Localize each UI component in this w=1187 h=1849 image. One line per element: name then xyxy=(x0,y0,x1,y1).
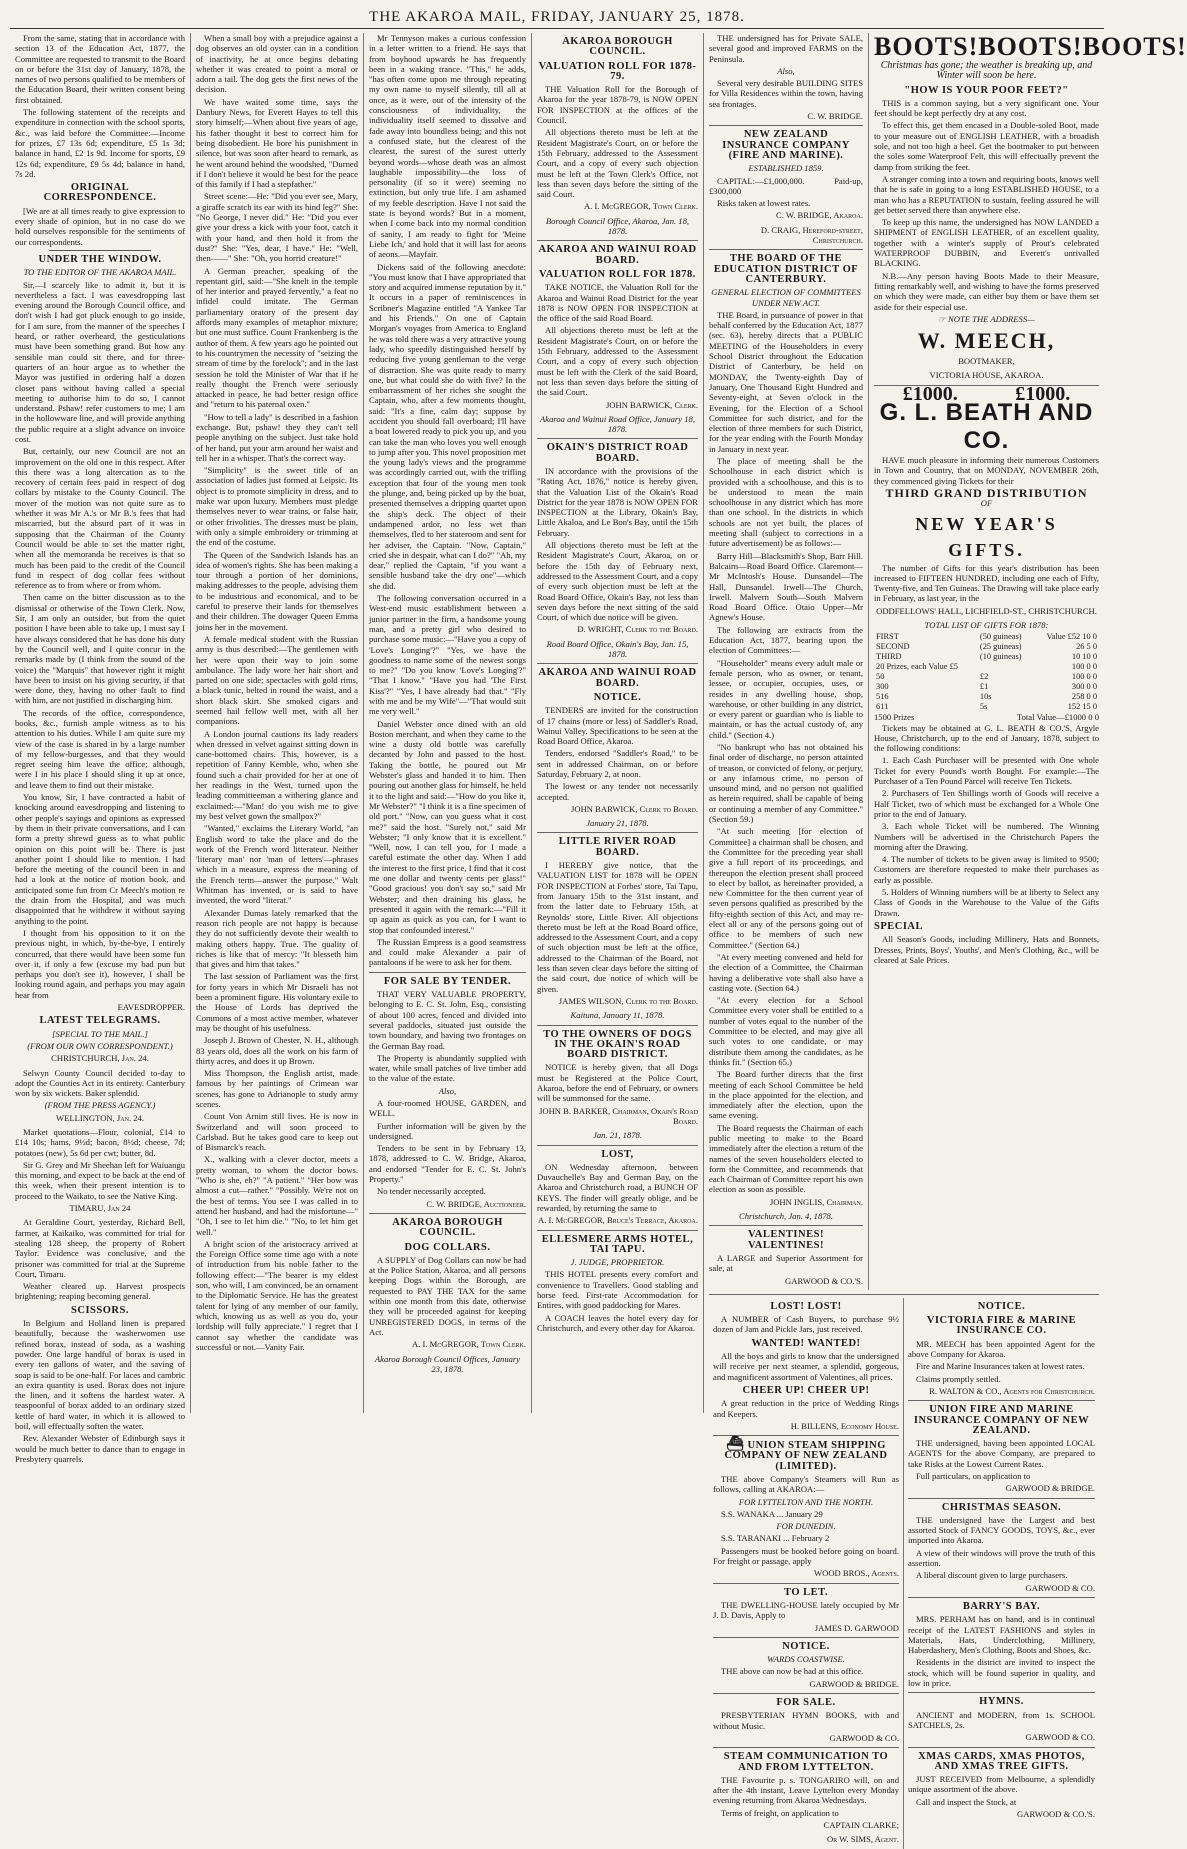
paragraph: The following statement of the receipts and expenditure in connection with the school sports, &c., was laid before the Committee:—Income for prizes, £7 13s 6d; expenditure, £5 1s 3d; balance in hand, £2 1s 9d. Income for sports, £9 12s 6d; expenditure, £9 5s 4d; balance in hand, 7s 2d. xyxy=(15,107,185,179)
paragraph: A female medical student with the Russian army is thus described:—The gentlemen with her were upon their way to join some ambulance. The lady wore her hair short and parted on one side; spectacles with gold rims, a black tunic, belted in round the waist, and a short black skirt. She smoked cigars and seemed hail fellow well met, with all her companions. xyxy=(196,633,358,727)
divider xyxy=(537,1145,698,1146)
ad-subheading: FOR LYTTELTON AND THE NORTH. xyxy=(738,1496,874,1507)
column-5-bottom xyxy=(709,1298,1099,1849)
bottom-left xyxy=(709,1298,904,1849)
ad-heading: LOST, xyxy=(601,1148,634,1160)
prize-banner xyxy=(874,382,1099,405)
ad-heading: LOST! LOST! xyxy=(770,1300,842,1312)
gift-cell: 258 0 0 xyxy=(1071,692,1097,702)
ad-text: 5. Holders of Winning numbers will be at liberty to Select any Class of Goods in the Warehouse to the Value of the Gifts Drawn. xyxy=(874,887,1099,918)
dateline: TIMARU, Jan 24 xyxy=(69,1203,131,1214)
ad-heading: AKAROA AND WAINUI ROAD BOARD. xyxy=(538,667,697,689)
subheading: (FROM THE PRESS AGENCY.) xyxy=(44,1100,156,1111)
ad-text: Also, xyxy=(777,65,795,76)
paragraph: Alexander Dumas lately remarked that the reason rich people are not happy is because they do not sufficiently devote their wealth to making others happy. True. The quality of riches is like that of mercy: "It blesseth him that gives and him that takes." xyxy=(196,907,358,970)
paragraph: Sir,—I scarcely like to admit it, but it is nevertheless a fact. I was eavesdropping last evening around the Borough Council office, and don't wish I had got pluck enough to go inside, for I am sure, from the manner of the speeches I heard, or rather overheard, the gesticulations must have been something grand. But how any sensible man could sit there, and for three-quarters of an hour argue as to whether the Mayor was justified in ordering half a dozen closet pans without having called a special meeting to authorise him to do so, I cannot understand. Pshaw! refer customers to me; I am in the hollowware line, and will provide anything the public require at a slight advance on invoice cost. xyxy=(15,279,185,444)
gift-cell: £2 xyxy=(979,672,989,682)
ad-text: 2. Purchasers of Ten Shillings worth of Goods will receive a Half Ticket, two of which must be exchanged for a Whole One prior to the end of January. xyxy=(874,788,1099,819)
ad-text: TENDERS are invited for the construction of 17 chains (more or less) of Saddler's Road, Wainui Valley. Specifications to be seen at the Road Board Office, Akaroa. xyxy=(537,705,698,747)
ad-text: The Board requests the Chairman of each public meeting to make to the Board immediately after the election a return of the names of the seven householders elected to form the Committee, and recommends that each Chairman of Committee report his own election as soon as possible. xyxy=(709,1122,863,1195)
ad-text: ON Wednesday afternoon, between Duvauchelle's Bay and German Bay, on the Akaroa and Christchurch road, a BUNCH OF KEYS. The finder will greatly oblige, and be rewarded, by returning the same to xyxy=(537,1161,698,1213)
ad-text: THE undersigned, having been appointed LOCAL AGENTS for the above Company, are prepared to take Risks at the Lowest Current Rates. xyxy=(908,1438,1095,1469)
ad-text: THE DWELLING-HOUSE lately occupied by Mr J. D. Davis, Apply to xyxy=(713,1599,899,1621)
gift-list-heading: TOTAL LIST OF GIFTS FOR 1878: xyxy=(924,619,1049,630)
signature: GARWOOD & BRIDGE. xyxy=(1005,1483,1095,1494)
ad-text: Terms of freight, on application to xyxy=(721,1807,839,1818)
merchant-name: W. MEECH, xyxy=(917,328,1056,354)
paragraph: From the same, stating that in accordance with section 13 of the Education Act, 1877, the Committee are requested to transmit to the Board on or before the 31st day of January, 1878, the names of two persons qualified to be members of the Education Board, their written consent being first obtained. xyxy=(15,33,185,105)
signature: A. I. McGREGOR, Town Clerk. xyxy=(583,201,698,212)
ad-text: Tickets may be obtained at G. L. BEATH & CO.'S, Argyle House, Christchurch, up to the end of January, 1878, subject to the following conditions: xyxy=(874,722,1099,754)
gift-row xyxy=(874,682,1099,692)
ad-heading: AKAROA AND WAINUI ROAD BOARD. xyxy=(538,244,697,266)
paragraph: Count Von Arnim still lives. He is now in Switzerland and will soon proceed to Carlsbad. But he takes good care to keep out of Bismarck's reach. xyxy=(196,1111,358,1153)
ad-text: Fire and Marine Insurances taken at lowest rates. xyxy=(916,1361,1085,1372)
signature: C. W. BRIDGE. xyxy=(807,111,863,122)
gift-cell: 10 10 0 xyxy=(1071,652,1097,662)
paragraph: The Russian Empress is a good seamstress and could make Alexander a pair of pantaloons if he were to ask her for them. xyxy=(369,936,526,968)
paragraph: "Simplicity" is the sweet title of an association of ladies just formed at Leipsic. Its object is to promote simplicity in dress, and to make war upon luxury. Members must pledge themselves never to wear trains, or false hair, or other frivolities. The dresses must be plain, with only a simple embroidery or trimming at the end of the costume. xyxy=(196,465,358,548)
gift-cell: (10 guineas) xyxy=(979,652,1022,662)
ad-heading: NOTICE. xyxy=(593,691,642,703)
gift-total xyxy=(874,712,1099,722)
ad-text: 1. Each Cash Purchaser will be presented with One whole Ticket for every Pound's worth Bought. For example:—The Purchaser of a Ten Pound Parcel will receive Ten Tickets. xyxy=(874,755,1099,787)
ad-heading: WANTED! WANTED! xyxy=(751,1337,861,1349)
paragraph: Selwyn County Council decided to-day to adopt the Counties Act in its entirety. Canterbury won by six wickets. Baker splendid. xyxy=(15,1067,185,1099)
divider xyxy=(908,1498,1095,1499)
ad-text: THAT VERY VALUABLE PROPERTY, belonging to E. C. St. John, Esq., consisting of about 100 acres, fenced and divided into several paddocks, situated just outside the town boundary, and having two frontages on the German Bay road. xyxy=(369,989,526,1051)
ad-text: A great reduction in the price of Wedding Rings and Keepers. xyxy=(713,1398,899,1419)
editor-note: [We are at all times ready to give expression to every shade of opinion, but in no case do we hold ourselves responsible for the sentiments of our correspondents. xyxy=(15,205,185,247)
ad-text: A LARGE and Superior Assortment for sale, at xyxy=(709,1252,863,1274)
ad-heading: NEW ZEALAND INSURANCE COMPANY (FIRE AND MARINE). xyxy=(722,129,850,161)
ad-heading: THIRD GRAND DISTRIBUTION xyxy=(885,485,1088,500)
gift-cell: FIRST xyxy=(876,632,899,642)
signature: JOHN BARWICK, Clerk to Board. xyxy=(571,803,698,814)
ad-text: Several very desirable BUILDING SITES for Villa Residences within the town, having sea frontages. xyxy=(709,78,863,109)
signature: A. I. McGREGOR, Bruce's Terrace, Akaroa. xyxy=(538,1215,698,1226)
venue: ODDFELLOWS' HALL, LICHFIELD-ST., CHRISTCHURCH. xyxy=(876,605,1097,616)
gift-row xyxy=(874,672,1099,682)
signature: GARWOOD & CO. xyxy=(1025,1732,1095,1743)
ad-text: S.S. TARANAKI ... February 2 xyxy=(721,1533,830,1544)
paragraph: The records of the office, correspondence, books, &c., furnish ample witness as to his attention to his duties. While I am quite sure my view of the case is shared in by a large number of my fellow-burgesses, and that they would regret seeing him leave the office; although, were I in his place I should sling it up at once, and leave them to find out their mistake. xyxy=(15,707,185,790)
ad-text: The place of meeting shall be the Schoolhouse in each district which is provided with a schoolhouse, and this is to be understood to mean the main schoolhouse in any district which has more than one school. In the districts in which schools are not yet built, the places of meeting shall (subject to corrections in a future advertisement) be as follows:— xyxy=(709,455,863,549)
boots-word: BOOTS! xyxy=(1082,32,1187,61)
ad-subheading: J. JUDGE, PROPRIETOR. xyxy=(570,1257,665,1268)
ad-text: "At such meeting [for election of Committee] a chairman shall be chosen, and the Committee for the preceding year shall give a full report of its proceedings, and thereupon the election present shall proceed to elect by ballot, as hereinafter provided, a new Committee for the then current year of seven persons qualified as prescribed by the fifty-eighth section of this Act, and may re-elect all or any of the persons going out of office to be members of such new Committee." (Section 64.) xyxy=(709,826,863,950)
masthead: THE AKAROA MAIL, FRIDAY, JANUARY 25, 1878. xyxy=(369,9,745,25)
ad-text: The following are extracts from the Education Act, 1877, bearing upon the election of Committees:— xyxy=(709,624,863,656)
signature: Or W. SIMS, Agent. xyxy=(826,1834,899,1845)
gift-cell: (50 guineas) xyxy=(979,632,1022,642)
signature: JOHN B. BARKER, Chairman, Okain's Road Board. xyxy=(539,1105,698,1126)
bottom-right xyxy=(904,1298,1099,1849)
ad-text: "Householder" means every adult male or female person, who as owner, or tenant, lessee, or occupier, occupies, uses, or resides in any dwelling house, shop, warehouse, or other building in any district, or every parent or guardian who is liable to maintain, or has the actual custody of, any child." (Section 4.) xyxy=(709,657,863,740)
ad-footer: Road Board Office, Okain's Bay, Jan. 15, 1878. xyxy=(546,638,689,660)
signature: CAPTAIN CLARKE; xyxy=(823,1820,899,1831)
divider xyxy=(908,1400,1095,1401)
ad-heading: OKAIN'S DISTRICT ROAD BOARD. xyxy=(546,442,689,464)
ad-text: All the boys and girls to know that the undersigned will receive per next steamer, a splendid, gorgeous, and magnificent assortment of Valentines, all prices. xyxy=(713,1351,899,1382)
ad-text: Residents in the district are invited to inspect the stock, which will be found superior in quality, and low in price. xyxy=(908,1657,1095,1689)
paragraph: The last session of Parliament was the first for forty years in which Mr Disraeli has not been a prominent figure. His voluntary exile to the House of Lords has deprived the Commons of a most active member, whatever may be thought of his usefulness. xyxy=(196,971,358,1033)
divider xyxy=(709,1294,1099,1295)
divider xyxy=(369,972,526,973)
ad-text: Passengers must be booked before going on board. For freight or passage, apply xyxy=(713,1545,899,1567)
paragraph: Market quotations—Flour, colonial, £14 to £14 10s; hams, 9½d; bacon, 8½d; cheese, 7d; potatoes (new), 5s 6d per cwt; butter, 8d. xyxy=(15,1126,185,1158)
ad-text: A COACH leaves the hotel every day for Christchurch, and every other day for Akaroa. xyxy=(537,1312,698,1333)
ad-footer: Jan. 21, 1878. xyxy=(593,1130,642,1141)
paragraph: When a small boy with a prejudice against a dog observes an old oyster can in a condition of inactivity, he at once begins debating whether it was created to point a moral or adorn a tail. The dog gets the first news of the decision. xyxy=(196,33,358,95)
dateline: WELLINGTON, Jan. 24. xyxy=(56,1112,144,1123)
ad-text: I HEREBY give notice, that the VALUATION LIST for 1878 will be OPEN FOR INSPECTION at Forbes' store, Tai Tapu, from January 15th to the 31st instant, and from the latter date to February 15th, at Reynolds' store, Little River. All objections thereto must be left at the Road Board office, addressed to the Assessment Court, and a copy of such objection must be left at the office, addressed to the Chairman of the Board, not less than seven clear days before the sitting of the said court, due notice of which will be given. xyxy=(537,860,698,994)
ad-text: IN accordance with the provisions of the "Rating Act, 1876," notice is hereby given, that the Valuation List of the Okain's Road District for the year 1878 is NOW OPEN FOR INSPECTION at the Library, Okain's Bay, Little Akaloa, and Le Bon's Bay, until the 15th February. xyxy=(537,465,698,538)
gift-row xyxy=(874,642,1099,652)
column-5-right xyxy=(869,32,1187,1290)
boots-banner xyxy=(874,32,1187,61)
ad-text: THIS is a common saying, but a very significant one. Your feet should be kept perfectly dry at any cost. xyxy=(874,97,1099,119)
ad-text: "No bankrupt who has not obtained his final order of discharge, no person attainted of treason, or convicted of felony, or perjury, or any infamous crime, no person of unsound mind, and no person not qualified as herein required, shall be capable of being or continuing a member of any Committee." (Section 59.) xyxy=(709,742,863,825)
ad-text: To keep up this name, the undersigned has NOW LANDED a SHIPMENT of ENGLISH LEATHER, of an excellent quality, together with a winter's supply of Prout's celebrated WATERPROOF DUBBIN, and Everett's unrivalled BLACKING. xyxy=(874,217,1099,269)
ad-text: ANCIENT and MODERN, from 1s. SCHOOL SATCHELS, 2s. xyxy=(908,1709,1095,1730)
divider xyxy=(537,663,698,664)
gift-row xyxy=(874,692,1099,702)
ad-footer: January 21, 1878. xyxy=(586,818,649,829)
ad-text: 4. The number of tickets to be given away is limited to 9500; Customers are therefore requested to make their purchases as early as possible. xyxy=(874,854,1099,885)
columns xyxy=(10,32,1187,1845)
dateline: CHRISTCHURCH, Jan. 24. xyxy=(51,1053,149,1064)
paragraph: Mr Tennyson makes a curious confession in a letter written to a friend. He says that from boyhood upwards he has frequently been in a waking trance. "This," he adds, "has often come upon me through repeating my own name to myself silently, till all at once, as it were, out of the intensity of the consciousness of individuality, the individuality itself seemed to dissolve and fade away into boundless being; and this not a confused state, but the clearest of the clearest, the surest of the surest utterly beyond words—whose death was an almost laughable impossibility—the loss of personality (if so it were) seeming no extinction, but only true life. I am ashamed of my feeble description. Have I not said the state is beyond words? But in a moment, when I come back into my normal condition of sanity, I am ready to fight for 'Meine Liebe Ich,' and hold that it will last for aeons of aeons.—Mayfair. xyxy=(369,33,526,260)
paragraph: Rev. Alexander Webster of Edinburgh says it would be much better to dance than to engage in Presbytery quarrels. xyxy=(15,1433,185,1464)
ad-heading-text: UNION STEAM SHIPPING COMPANY OF NEW ZEALAND (LIMITED). xyxy=(724,1440,888,1472)
paragraph: A bright scion of the aristocracy arrived at the Foreign Office some time ago with a note of introduction from his noble father to the following effect:—"The bearer is my eldest son, who will, I am convinced, be an ornament to the Diplomatic Service. He has the greatest talent for lying of any member of our family, which, knowing us as well as you do, your lordship will fully appreciate." I regret that I cannot say whether the candidate was successful or not.—Vanity Fair. xyxy=(196,1238,358,1352)
ad-footer: Christchurch, Jan. 4, 1878. xyxy=(739,1211,833,1222)
gift-row xyxy=(874,702,1099,712)
gift-cell: 300 xyxy=(876,682,889,692)
ad-heading: AKAROA BOROUGH COUNCIL. xyxy=(562,36,673,58)
ad-text: NOTICE is hereby given, that all Dogs must be Registered at the Police Court, Akaroa, before the end of February, or owners will be summonsed for the same. xyxy=(537,1062,698,1104)
ad-heading: AKAROA BOROUGH COUNCIL. xyxy=(392,1216,503,1239)
prize-amount: £1000. xyxy=(1015,382,1071,405)
ad-heading: CHEER UP! CHEER UP! xyxy=(742,1384,870,1396)
ad-footer: Borough Council Office, Akaroa, Jan. 18, 1878. xyxy=(545,215,690,237)
ad-text: The number of Gifts for this year's distribution has been increased to FIFTEEN HUNDRED, including one each of Fifty, Twenty-five, and Ten Guineas. The Drawing will take place early in February, as last year, in the xyxy=(874,562,1099,604)
gift-cell: £1 xyxy=(979,682,989,692)
divider xyxy=(713,1583,899,1584)
ad-text: THE Valuation Roll for the Borough of Akaroa for the year 1878-79, is NOW OPEN FOR INSPECTION at the offices of the Council. xyxy=(537,84,698,126)
paragraph: X., walking with a clever doctor, meets a pretty woman, to whom the doctor bows. "Who is she, eh?" "A patient." "Her bow was almost a cut—rather." "Possibly. We're not on the best of terms. You see I was called in to attend her husband, and had the misfortune—" "Oh, I see to let him die." "No, to let him get well." xyxy=(196,1154,358,1237)
ad-text: THE above Company's Steamers will Run as follows, calling at AKAROA:— xyxy=(713,1474,899,1495)
ad-text: No tender necessarily accepted. xyxy=(377,1186,486,1197)
ad-text: Also, xyxy=(438,1085,457,1096)
ad-heading: VICTORIA FIRE & MARINE INSURANCE CO. xyxy=(926,1315,1077,1337)
gift-cell: 50 xyxy=(876,672,885,682)
ad-text: All objections thereto must be left at the Resident Magistrate's Court, Akaroa, on or before the 15th day of February next, addressed to the Assessment Court, and a copy of every such objection must be left at the Road Board Office, Okain's Bay, not less than seven days before the next sitting of the said Court, of which due notice will be given. xyxy=(537,540,698,623)
boots-word: BOOTS! xyxy=(978,32,1083,61)
column-4 xyxy=(532,33,704,1413)
subheading: [SPECIAL TO THE MAIL.] xyxy=(52,1028,148,1039)
paragraph: Dickens said of the following anecdote: "You must know that I have appropriated that story and acquired immense reputation by it." It occurs in a paper of reminiscences in Scribner's Magazine entitled "A Yankee Tar and his Friends." On one of Captain Morgan's voyages from America to England he was told there was a very attractive young lady, who speedily distinguished herself by reducing five young gentleman to the verge of distraction. She was quite ready to marry one, but what could she do with five? In the embarrassment of her riches she sought the Captain, who, after a few moments thought, said: "It's a fine, calm day; suppose by accident you should fall overboard; I'll have a boat lowered ready to pick you up, and you can take the man who loves you well enough to jump after you. This novel proposition met the young lady's views and the programme was accordingly carried out, with the trifling exception that four of the young men took the plunge, and, being picked up by the boat, presented themselves a dripping quartet upon the ship's deck. The object of their undampened ardor, no less wet than themselves, fled to her stateroom and sent for her adviser, the Captain. "Now, Captain," cried she in despair, what can I do?" "Ah, my dear," replied the Captain, "if you want a sensible husband take the dry one"—which she did. xyxy=(369,261,526,591)
beath-title: G. L. BEATH AND CO. xyxy=(879,399,1094,455)
ad-heading: UNION FIRE AND MARINE INSURANCE COMPANY OF NEW ZEALAND. xyxy=(913,1404,1090,1436)
ad-heading: TO LET. xyxy=(784,1586,828,1598)
paragraph: Weather cleared up. Harvest prospects brightening; reaping becoming general. xyxy=(15,1281,185,1302)
ad-text: A stranger coming into a town and requiring boots, knows well that he is safe in going to a long ESTABLISHED HOUSE, to a man who has a REPUTATION to sustain, feeling assured he will get better served there than anywhere else. xyxy=(874,173,1099,215)
ad-text: PRESBYTERIAN HYMN BOOKS, with and without Music. xyxy=(713,1710,899,1731)
ad-heading: THE BOARD OF THE EDUCATION DISTRICT OF CANTERBURY. xyxy=(713,253,859,285)
ad-text: 3. Each whole Ticket will be numbered. The Winning Numbers will be advertised in the Christchurch Papers the morning after the Drawing. xyxy=(874,821,1099,852)
signature: GARWOOD & CO.'S. xyxy=(1017,1809,1095,1820)
column-5 xyxy=(704,32,1187,1845)
paragraph: Daniel Webster once dined with an old Boston merchant, and when they came to the wine a dusty old bottle was carefully decanted by John and passed to the host. Taking the bottle, he poured out Mr Webster's glass and handed it to him. Then pouring out another glass for himself, he held it to the light and said:—"How do you like it, Mr Webster?" "I think it is a fine specimen of old port." "Now, can you guess what it cost me?" said the host. "Surely not," said Mr Webster; "I only know that it is excellent." "Well, now, I can tell you, for I made a careful estimate the other day. When I add the interest to the first price, I find that it cost me one dollar and twenty cents per glass!" "Good gracious! you don't say so," said Mr Webster; and then draining his glass, he presented it again with the remark:—"Fill it up again as quick as you can, for I want to stop that confounded interest." xyxy=(369,718,526,935)
signature: GARWOOD & BRIDGE. xyxy=(809,1678,899,1689)
paragraph: We have waited some time, says the Danbury News, for Everett Hayes to tell this story himself;—When about five years of age, his father thought it best to correct him for being disobedient. He bore his punishment in silence, but was soon after heard to remark, as he went around behind the woodshed, "Durned if I don't believe it would be best for the peace of this family if I had a stepfather." xyxy=(196,96,358,190)
signature: JAMES D. GARWOOD xyxy=(814,1622,899,1633)
divider xyxy=(709,125,863,126)
ad-text: The Board further directs that the first meeting of each School Committee be held in the place appointed for the election, and immediately after the election, upon the same evening. xyxy=(709,1069,863,1121)
paragraph: A London journal cautions its lady readers when dressed in velvet against sitting down in cane-bottomed chairs. This, however, is a repetition of Fanny Kemble, who, when she found such a chair provided for her at one of her readings in the West, turned upon the leading committeeman a withering glance and exclaimed:—"Man! do you wish me to give my best velvet gown the smallpox?" xyxy=(196,728,358,821)
ad-heading: VALENTINES! VALENTINES! xyxy=(748,1229,824,1251)
column-2 xyxy=(191,33,364,1413)
divider xyxy=(713,1435,899,1436)
ad-text: A liberal discount given to large purchasers. xyxy=(916,1570,1068,1581)
column-1 xyxy=(10,33,191,1464)
pointing-hand-note: ☞ NOTE THE ADDRESS— xyxy=(938,313,1035,324)
paragraph: Then came on the bitter discussion as to the dismissal or otherwise of the Town Clerk. Now, Sir, I am only an outsider, but from the quiet position I have been able to take up, I must say I have always considered that he has done his duty by the Council well, and I quite concur in the remarks made by (I think from the sound of the voice) the "Marquis" that however right it might have been to insist on his giving security, if that were done, they, having no other fault to find with him, are not justified in discharging him. xyxy=(15,592,185,706)
ad-text: THE undersigned has for Private SALE, several good and improved FARMS on the Peninsula. xyxy=(709,33,863,64)
ad-heading: ELLESMERE ARMS HOTEL, TAI TAPU. xyxy=(541,1233,694,1255)
letter-heading: UNDER THE WINDOW. xyxy=(38,253,162,265)
divider xyxy=(709,1225,863,1226)
signature: D. CRAIG, Hereford-street, Christchurch. xyxy=(760,224,863,246)
gift-cell: 5s xyxy=(979,702,988,712)
gift-cell: 100 0 0 xyxy=(1071,662,1097,672)
subheading: (FROM OUR OWN CORRESPONDENT.) xyxy=(27,1040,173,1051)
gift-cell: 611 xyxy=(876,702,889,712)
column-3 xyxy=(364,33,532,1413)
gift-cell: 10s xyxy=(979,692,992,702)
ad-text: The lowest or any tender not necessarily accepted. xyxy=(537,781,698,802)
paragraph: A German preacher, speaking of the repentant girl, said:—"She knelt in the temple of her interior and prayed fervently," a feat no infidel could imitate. The German parliamentary oratory of the present day affords many examples of metaphor mixture; but one must suffice. Count Frankenberg is the author of them. A few years ago he pointed out to his countrymen the necessity of "seizing the stream of time by the forelock"; and in the last session he told the Minister of War that if he really thought the French were seriously attacked in peace, he had better resign office and "return to his paternal oxen." xyxy=(196,265,358,410)
gift-total-count: 1500 Prizes xyxy=(874,712,915,723)
divider xyxy=(713,1637,899,1638)
signature: WOOD BROS., Agents. xyxy=(814,1568,899,1579)
ad-subheading: GENERAL ELECTION OF COMMITTEES UNDER NEW ACT. xyxy=(711,287,861,308)
divider xyxy=(537,438,698,439)
ad-heading: FOR SALE BY TENDER. xyxy=(383,975,512,987)
ad-heading: VALUATION ROLL FOR 1878. xyxy=(539,268,696,280)
ad-heading: CHRISTMAS SEASON. xyxy=(941,1501,1062,1513)
signature: JOHN INGLIS, Chairman. xyxy=(769,1196,863,1207)
paragraph: Miss Thompson, the English artist, made famous by her paintings of Crimean war scenes, has gone to Adrianople to study army scenes. xyxy=(196,1068,358,1109)
gift-cell: 516 xyxy=(876,692,889,702)
paragraph: Joseph J. Brown of Chester, N. H., although 83 years old, does all the work on his farm of thirty acres, and does it up Brown. xyxy=(196,1035,358,1066)
boots-word: BOOTS! xyxy=(874,32,979,61)
ad-text: A NUMBER of Cash Buyers, to purchase 9½ dozen of Jam and Pickle Jars, just received. xyxy=(713,1314,899,1335)
ad-text: Risks taken at lowest rates. xyxy=(717,198,811,209)
ad-heading: LITTLE RIVER ROAD BOARD. xyxy=(558,836,677,858)
steamship-icon: ⛴ xyxy=(726,1437,745,1453)
signature: R. WALTON & CO., Agents for Christchurch. xyxy=(929,1385,1095,1396)
ad-heading: NOTICE. xyxy=(977,1300,1026,1312)
signature: JOHN BARWICK, Clerk. xyxy=(605,399,698,410)
divider xyxy=(713,1693,899,1694)
divider xyxy=(369,1213,526,1214)
paragraph: But, certainly, our new Council are not an improvement on the old one in this respect. After this there was a long altercation as to the recovery of certain fees paid in respect of dog collars by mistake to the County Council. The mover of the motion was not quite sure as to whether it was Mr A.'s or Mr B.'s fees that had miscarried, but the absurd part of it was in supposing that the Chairman of the County Council would be able to set the matter right, when all the memoranda he receives is that so much has been paid to the credit of the Council fund in respect of dog collar fees without reference as to from where or from whom. xyxy=(15,446,185,591)
masthead-rule xyxy=(10,28,1104,29)
gift-row xyxy=(874,632,1099,642)
ad-heading: TO THE OWNERS OF DOGS IN THE OKAIN'S ROAD BOARD DISTRICT. xyxy=(543,1028,692,1061)
ad-heading: FOR SALE. xyxy=(776,1697,836,1709)
paragraph: The following conversation occurred in a West-end music establishment between a junior partner in the firm, a handsome young man, and a pretty girl who desired to purchase some music:—"Have you a copy of 'Love's Longing'?" "Yes, we have the goodness to name some of the newest songs to me?" "Do you know 'Love's Longing'?" "That I know." "Have you had 'The First Kiss'?" "Yes, I have already had that." "Fly with me and be my Wife"—"That would suit me very well." xyxy=(369,593,526,717)
ad-heading xyxy=(713,1437,899,1472)
ad-heading: HYMNS. xyxy=(979,1696,1024,1708)
letter-address: TO THE EDITOR OF THE AKAROA MAIL. xyxy=(23,267,177,278)
signature: GARWOOD & CO.'S. xyxy=(785,1275,863,1286)
ad-text: JUST RECEIVED from Melbourne, a splendidly unique assortment of the above. xyxy=(908,1774,1095,1795)
ad-subheading: FOR DUNEDIN. xyxy=(776,1521,836,1532)
paragraph: Street scene:—He: "Did you ever see, Mary, a giraffe scratch its ear with its hind leg?" She: "No George, I never did." He: "Did you ever give your dress a kick with your foot, catch it with your hand, and then hold it from the dust?" She: "Yes, dear, I have." He: "Well, then——" She: "Oh, you horrid creature!" xyxy=(196,191,358,264)
signature: H. BILLENS, Economy House. xyxy=(790,1420,899,1431)
paragraph: "How to tell a lady" is described in a fashion exchange. But, pshaw! they they can't tell people anything on the subject. Just take hold of her hand, put your arm around her waist and tell her in a whisper. That's the correct way. xyxy=(196,411,358,463)
ad-text: OF xyxy=(980,498,993,509)
gift-row xyxy=(874,652,1099,662)
ad-text: A SUPPLY of Dog Collars can now be had at the Police Station, Akaroa, and all persons keeping Dogs within the Borough, are requested to PAY THE TAX for the same within one month from this date, otherwise they will be proceeded against for keeping UNREGISTERED DOGS, in terms of the Act. xyxy=(369,1254,526,1337)
signature: GARWOOD & CO. xyxy=(1025,1582,1095,1593)
ad-text: Full particulars, on application to xyxy=(916,1471,1031,1481)
divider xyxy=(537,1230,698,1231)
signature: C. W. BRIDGE, Akaroa. xyxy=(776,210,863,221)
gift-cell: 152 15 0 xyxy=(1067,702,1097,712)
ad-text: A four-roomed HOUSE, GARDEN, and WELL. xyxy=(369,1097,526,1119)
ad-text: THE undersigned have the Largest and best assorted Stock of FANCY GOODS, TOYS, &c., ever imported into Akaroa. xyxy=(908,1514,1095,1546)
ad-heading: BARRY'S BAY. xyxy=(962,1600,1041,1612)
gift-cell: 300 0 0 xyxy=(1071,682,1097,692)
ad-text: Tenders, endorsed "Saddler's Road," to be sent in addressed Chairman, on or before Saturday, February 2, at noon. xyxy=(537,748,698,779)
signature: C. W. BRIDGE, Auctioneer. xyxy=(426,1198,526,1209)
ad-heading: VALUATION ROLL FOR 1878-79. xyxy=(538,60,697,82)
ad-text: MR. MEECH has been appointed Agent for the above Company for Akaroa. xyxy=(908,1338,1095,1360)
gift-cell: 26 5 0 xyxy=(1076,642,1097,652)
signature: GARWOOD & CO. xyxy=(829,1732,899,1743)
ad-text: MRS. PERHAM has on hand, and is in continual receipt of the LATEST FASHIONS and styles in Materials, Hats, Underclothing, Millinery, Haberdashery, Men's Clothing, Boots and Shoes, &c. xyxy=(908,1614,1095,1656)
ad-text: To effect this, get them encased in a Double-soled Boot, made to your measure out of ENGLISH LEATHER, with a broadish sole, and not too high a heel. Get the bootmaker to put between the soles some Waterproof Felt, this will effectually prevent the damp from striking the feet. xyxy=(874,120,1099,172)
divider xyxy=(49,250,151,251)
ad-text: S.S. WANAKA ... January 29 xyxy=(721,1508,823,1519)
ad-text: A view of their windows will prove the truth of this assertion. xyxy=(908,1547,1095,1569)
divider xyxy=(537,1025,698,1026)
ad-text: THIS HOTEL presents every comfort and convenience to Travellers. Good stabling and horse feed. First-rate Accommodation for Entires, with good paddocking for Mares. xyxy=(537,1269,698,1311)
ad-text: CAPITAL:—£1,000,000. Paid-up, £300,000 xyxy=(709,175,863,196)
ad-footer: Akaroa Borough Council Offices, January 23, 1878. xyxy=(374,1353,521,1374)
ad-text: All Season's Goods, including Millinery, Hats and Bonnets, Dresses, Prints, Boys', Youths', and Men's Clothing, &c., will be cleared at Sale Prices. xyxy=(874,934,1099,965)
divider xyxy=(709,249,863,250)
ad-text: Barry Hill—Blacksmith's Shop, Barr Hill. Balcairn—Road Board Office. Claremont—Mr McIntosh's House. Dunsandel—The Hall, Dunsandel. Irwell—The Church, Irwell. Malvern South—South Malvern Road Board Office. Otaio Upper—Mr Agnew's House. xyxy=(709,550,863,623)
gift-cell: Value £52 10 0 xyxy=(1046,632,1097,642)
gift-cell: THIRD xyxy=(876,652,902,662)
paragraph: Sir G. Grey and Mr Sheehan left for Waiuangu this morning, and expect to be back at the end of this week, when their present intention is to proceed to the Waikato, to see the Native King. xyxy=(15,1159,185,1201)
ad-footer: Akaroa and Wainui Road Office, January 18, 1878. xyxy=(540,413,695,435)
merchant-address: VICTORIA HOUSE, AKAROA. xyxy=(929,370,1044,381)
gift-cell: (25 guineas) xyxy=(979,642,1022,652)
ad-heading: DOG COLLARS. xyxy=(404,1241,491,1253)
prize-amount: £1000. xyxy=(902,382,958,405)
divider xyxy=(713,1747,899,1748)
signature: A. I. McGREGOR, Town Clerk. xyxy=(411,1339,526,1350)
ad-text: HAVE much pleasure in informing their numerous Customers in Town and Country, that on MONDAY, NOVEMBER 26th, they commenced giving Tickets for their xyxy=(874,455,1099,486)
column-5-left xyxy=(709,33,869,1290)
signature: EAVESDROPPER. xyxy=(117,1002,185,1013)
divider xyxy=(908,1692,1095,1693)
ad-heading: XMAS CARDS, XMAS PHOTOS, AND XMAS TREE GIFTS. xyxy=(918,1750,1085,1772)
gifts-title: NEW YEAR'S GIFTS. xyxy=(915,513,1058,560)
merchant-trade: BOOTMAKER, xyxy=(958,356,1015,367)
paragraph: At Geraldine Court, yesterday, Richard Bell, farmer, at Kaikaiko, was committed for trial for stealing 128 sheep, the property of Robert Taylor. Evidence was conclusive, and the prisoner was committed for trial at the Supreme Court, Timaru. xyxy=(15,1217,185,1279)
ad-text: THE Favourite p. s. TONGARIRO will, on and after the 4th instant, Leave Lyttelton every Monday evening returning from Akaroa Wednesdays. xyxy=(713,1774,899,1806)
divider xyxy=(908,1597,1095,1598)
ad-text: Tenders to be sent in by February 13, 1878, addressed to C. W. Bridge, Akaroa, and endorsed "Tender for E. C. St. John's Property." xyxy=(369,1143,526,1185)
divider xyxy=(537,240,698,241)
paragraph: The Queen of the Sandwich Islands has an idea of women's rights. She has been making a tour through a portion of her dominions, making addresses to the people, advising them to be industrious and economical, and to be careful to preserve their lands for themselves and their children. The dowager Queen Emma joins her in the movement. xyxy=(196,549,358,632)
ad-subheading: WARDS COASTWISE. xyxy=(767,1654,845,1665)
gift-cell: 20 Prizes, each Value £5 xyxy=(876,662,958,672)
ad-text: "At every election for a School Committee every voter shall be entitled to a number of votes equal to the number of the Committee to be elected, and may give all such votes to one candidate, or may distribute them among the candidates, as he thinks fit." (Section 65.) xyxy=(709,995,863,1067)
ad-text: Claims promptly settled. xyxy=(916,1373,1001,1384)
ad-footer: Kaituna, January 11, 1878. xyxy=(570,1010,665,1021)
boots-subtitle: Christmas has gone; the weather is breaking up, and Winter will soon be here. xyxy=(880,60,1093,82)
paragraph: In Belgium and Holland linen is prepared beautifully, because the washerwomen use refined borax, instead of soda, as a washing powder. One large handful of borax is used in every ten gallons of water, and the saving of soap is said to be one-half. For laces and cambric an extra quantity is used. Borax does not injure the linen, and it softens the hardest water. A teaspoonful of borax added to an ordinary sized kettle of hard water, in which it is allowed to boil, will effectually soften the water. xyxy=(15,1318,185,1431)
section-heading: ORIGINAL CORRESPONDENCE. xyxy=(43,182,157,204)
ad-text: All objections thereto must be left at the Resident Magistrate's Court, on or before the 15th February, addressed to the Assessment Court, and a copy of every such objection must be left at the Town Clerk's Office, not less than seven days before the sitting of the said Court. xyxy=(537,127,698,200)
gift-cell: 100 0 0 xyxy=(1071,672,1097,682)
ad-text: N.B.—Any person having Boots Made to their Measure, fitting remarkably well, and wishing to have the forms preserved on which they were made, can either buy them or have them set aside for their especial use. xyxy=(874,270,1099,312)
ad-heading: NOTICE. xyxy=(782,1640,830,1652)
paragraph: I thought from his opposition to it on the previous night, in which, by-the-bye, I entirely concurred, that there would have been some fun over it, if only a few (excuse my bad pun but perhaps you don't see it), however, I shall be looking round again, and perhaps you may again hear from xyxy=(15,927,185,1000)
ad-text: THE above can now be had at this office. xyxy=(721,1666,864,1677)
section-heading: SCISSORS. xyxy=(71,1304,129,1316)
ad-heading: SPECIAL xyxy=(874,920,924,932)
gift-list-table xyxy=(874,632,1099,712)
gift-row xyxy=(874,662,1099,672)
ad-text: "At every meeting convened and held for the election of a Committee, the Chairman having a deliberative vote shall also have a casting vote. (Section 64.) xyxy=(709,951,863,993)
gift-total-value: Total Value—£1000 0 0 xyxy=(1016,712,1099,723)
divider xyxy=(908,1747,1095,1748)
section-heading: LATEST TELEGRAMS. xyxy=(39,1015,161,1027)
ad-text: The Property is abundantly supplied with water, while small patches of live timber add to the value of the estate. xyxy=(369,1052,526,1084)
ad-text: Further information will be given by the undersigned. xyxy=(369,1120,526,1141)
gift-cell: SECOND xyxy=(876,642,910,652)
divider xyxy=(537,832,698,833)
ad-text: THE Board, in pursuance of power in that behalf conferred by the Education Act, 1877 (sec. 63), hereby directs that a PUBLIC MEETING of the Householders in every School District throughout the Education District of Canterbury, be held on MONDAY, the Twenty-eighth Day of January, One Thousand Eight Hundred and Seventy-eight, at Seven o'clock in the Evening, for the Election of a School Committee for such district, and for the election of three members for such District, for the year ending with the Fourth Monday in January in next year. xyxy=(709,309,863,454)
paragraph: You know, Sir, I have contracted a habit of knocking around eavesdropping and listening to other people's sayings and opinions as expressed by them in their private conversations, and I can form a pretty shrewd guess as to what public opinion on this point will be. There is just another point I should like to mention. I had before the meeting of the council been in and had a look at the notice of motion book, and anticipated some fun from Cr Meech's motion re the drain from the Hospital, and was much disappointed that he withdrew it without saying anything to the point. xyxy=(15,792,185,926)
ad-text: All objections thereto must be left at the Resident Magistrate's Court, on or before the 15th February, addressed to the Assessment Court, and a copy of every such objection must be left with the Clerk of the said Board, not less than seven days before the sitting of the said Court. xyxy=(537,325,698,398)
ad-text: ESTABLISHED 1859. xyxy=(748,163,824,174)
ad-heading: "HOW IS YOUR POOR FEET?" xyxy=(904,84,1069,96)
paragraph: "Wanted," exclaims the Literary World, "an English word to take the place and do the work of the French word litterateur. Neither 'literary man' nor 'man of letters'—phrases which in a measure, express the meaning of the French term—answer the purpose." Walt Whitman has invented, or is said to have invented, the word "literat." xyxy=(196,823,358,906)
signature: JAMES WILSON, Clerk to the Board. xyxy=(558,995,698,1006)
ad-text: Call and inspect the Stock, at xyxy=(916,1796,1017,1807)
ad-heading: STEAM COMMUNICATION TO AND FROM LYTTELTON. xyxy=(723,1751,889,1773)
gift-cell xyxy=(978,662,1033,672)
ad-text: TAKE NOTICE, the Valuation Roll for the Akaroa and Wainui Road District for the year 1878 is NOW OPEN FOR INSPECTION at the office of the said Road Board. xyxy=(537,282,698,324)
signature: D. WRIGHT, Clerk to the Board. xyxy=(577,624,698,635)
